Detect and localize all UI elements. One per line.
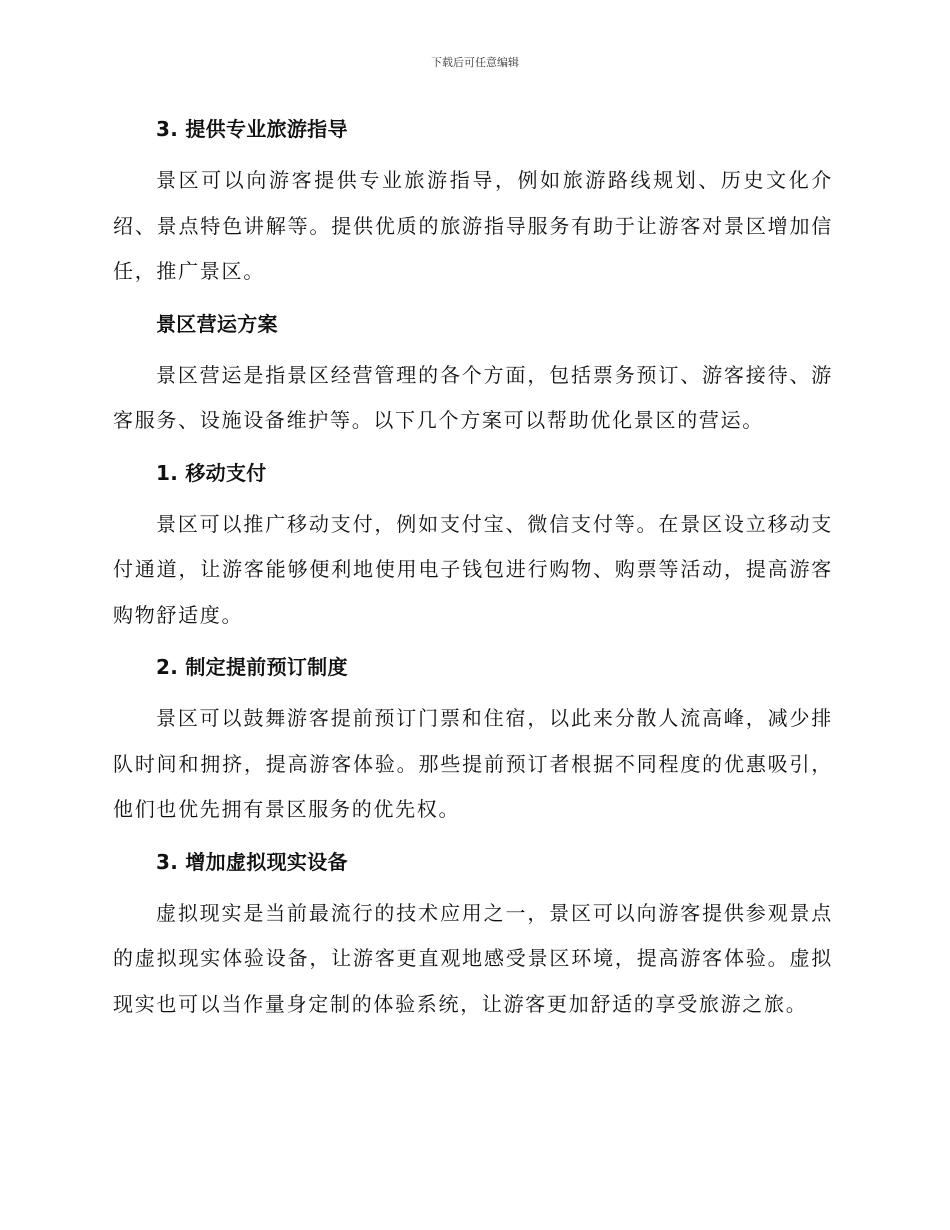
document-body [113,112,833,1027]
section-heading-professional-guidance: 3. 提供专业旅游指导 [156,117,348,141]
section-heading-virtual-reality: 3. 增加虚拟现实设备 [156,849,348,874]
section-heading-mobile-payment: 1. 移动支付 [156,460,267,485]
section-heading-operation-plan: 景区营运方案 [156,311,278,336]
page-header: 下载后可任意编辑 [431,56,519,69]
section-paragraph-operation-plan: 景区营运是指景区经营管理的各个方面，包括票务预订、游客接待、游客服务、设施设备维护等。以下几个方案可以帮助优化景区的营运。 [113,362,833,432]
section-heading-advance-booking: 2. 制定提前预订制度 [156,655,348,679]
section-paragraph-professional-guidance: 景区可以向游客提供专业旅游指导，例如旅游路线规划、历史文化介绍、景点特色讲解等。提供优质的旅游指导服务有助于让游客对景区增加信任，推广景区。 [113,168,833,283]
section-paragraph-advance-booking: 景区可以鼓舞游客提前预订门票和住宿，以此来分散人流高峰，减少排队时间和拥挤，提高游客体验。那些提前预订者根据不同程度的优惠吸引，他们也优先拥有景区服务的优先权。 [113,706,833,821]
section-paragraph-mobile-payment: 景区可以推广移动支付，例如支付宝、微信支付等。在景区设立移动支付通道，让游客能够便利地使用电子钱包进行购物、购票等活动，提高游客购物舒适度。 [113,511,833,627]
section-paragraph-virtual-reality: 虚拟现实是当前最流行的技术应用之一，景区可以向游客提供参观景点的虚拟现实体验设备，让游客更直观地感受景区环境，提高游客体验。虚拟现实也可以当作量身定制的体验系统，让游客更加舒适的享受旅游之旅。 [113,900,833,1016]
